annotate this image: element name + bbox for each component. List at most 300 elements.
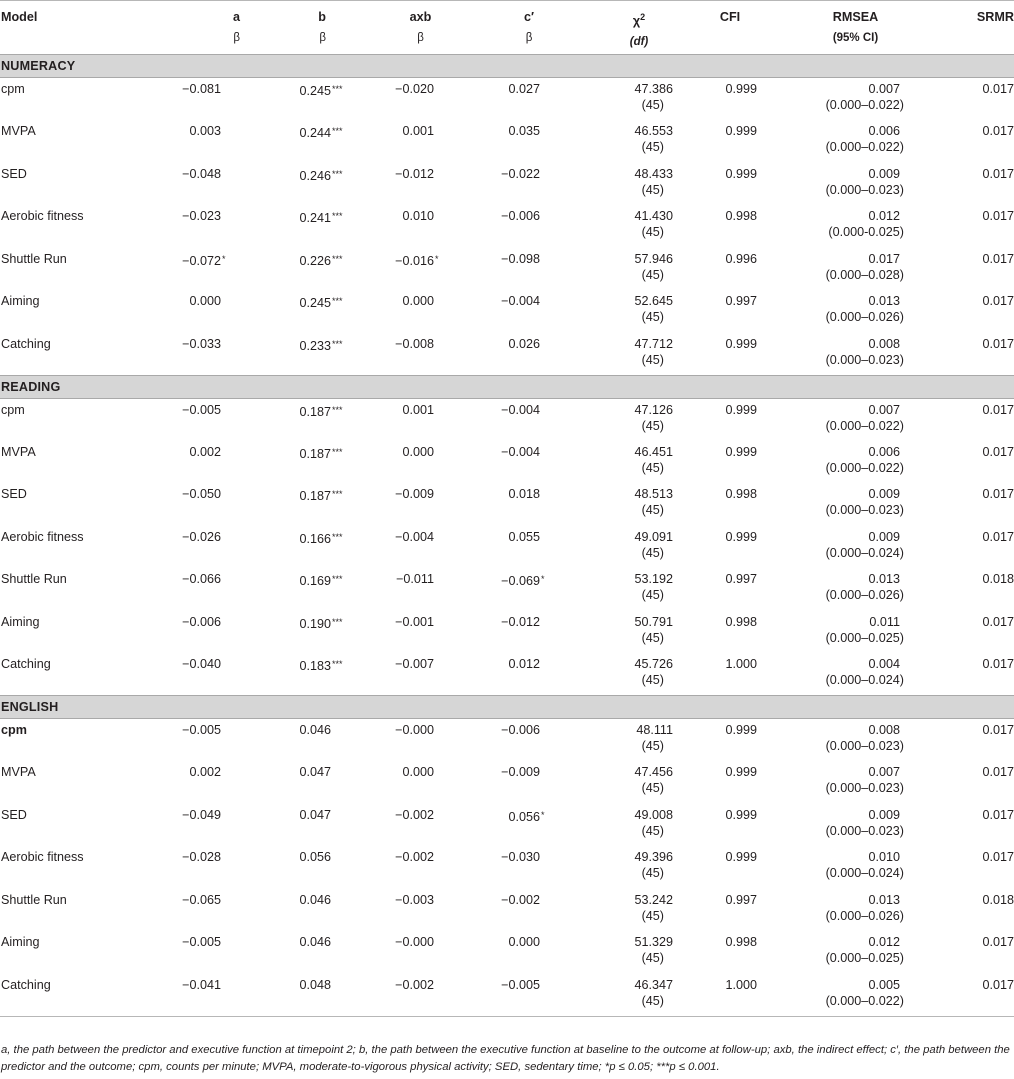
model-cell: Catching: [1, 977, 51, 992]
header-b-beta: β: [319, 32, 326, 44]
model-cell: Catching: [1, 657, 51, 671]
axb-value: 0.010: [402, 209, 434, 223]
table-row: [0, 398, 1014, 441]
b-cell: [248, 398, 358, 441]
df-value: (45): [641, 545, 664, 560]
srmr-cell: 0.017: [982, 251, 1014, 266]
chi-square-cell: [569, 568, 681, 611]
df-value: (45): [641, 993, 664, 1008]
a-cell: [138, 120, 248, 163]
a-cell: [138, 163, 248, 206]
model-cell: cpm: [1, 402, 25, 417]
chi-square-cell: [569, 611, 681, 654]
a-cell: [138, 761, 248, 804]
rmsea-value: 0.005: [868, 977, 900, 992]
c-cell: [461, 333, 569, 376]
cfi-cell: 0.999: [725, 166, 757, 181]
rmsea-ci-value: (0.000–0.023): [825, 182, 904, 197]
rmsea-cell: [761, 611, 914, 654]
b-cell: [248, 333, 358, 376]
srmr-cell: 0.017: [982, 765, 1014, 779]
b-cell: [248, 163, 358, 206]
table-row: [0, 568, 1014, 611]
b-significance: ***: [332, 84, 343, 94]
c-significance: *: [541, 574, 545, 584]
b-value: 0.046: [299, 935, 331, 949]
c-cell: [461, 846, 569, 889]
c-cell: [461, 653, 569, 696]
c-value: −0.030: [501, 850, 540, 864]
cfi-cell: 0.999: [725, 850, 757, 864]
chi-square-cell: [569, 804, 681, 847]
b-value: 0.048: [299, 977, 331, 992]
df-value: (45): [641, 352, 664, 367]
rmsea-value: 0.009: [868, 529, 900, 544]
header-chi-superscript: 2: [640, 12, 646, 22]
chi-square-cell: [569, 163, 681, 206]
axb-value: −0.011: [396, 572, 434, 586]
rmsea-ci-value: (0.000-0.025): [828, 225, 904, 239]
model-cell: cpm: [1, 723, 27, 737]
axb-value: 0.001: [402, 402, 434, 417]
rmsea-ci-value: (0.000–0.022): [825, 460, 904, 475]
axb-cell: [358, 889, 461, 932]
model-cell: SED: [1, 807, 27, 822]
b-significance: ***: [332, 616, 343, 627]
model-cell: Shuttle Run: [1, 251, 67, 266]
b-value: 0.046: [299, 723, 331, 737]
table-row: [0, 804, 1014, 847]
model-cell: SED: [1, 487, 27, 501]
a-value: −0.065: [182, 892, 221, 907]
axb-cell: [358, 611, 461, 654]
rmsea-ci-value: (0.000–0.022): [825, 418, 904, 433]
table-row: [0, 120, 1014, 163]
cfi-cell: 0.999: [725, 82, 757, 96]
b-significance: ***: [332, 489, 343, 499]
rmsea-value: 0.013: [868, 294, 900, 308]
srmr-cell: 0.017: [982, 723, 1014, 737]
df-value: (45): [641, 98, 664, 112]
a-cell: [138, 653, 248, 696]
axb-value: −0.016: [395, 253, 434, 268]
c-cell: [461, 248, 569, 291]
chi-square-cell: [569, 205, 681, 248]
srmr-cell: 0.017: [982, 294, 1014, 308]
table-row: [0, 526, 1014, 569]
srmr-cell: 0.017: [982, 614, 1014, 629]
section-header-reading: [0, 375, 1014, 398]
b-value: 0.187: [299, 446, 331, 461]
cfi-cell: 0.999: [725, 402, 757, 417]
table-row: [0, 441, 1014, 484]
model-cell: Aiming: [1, 935, 40, 949]
header-a-beta: β: [233, 32, 240, 44]
cfi-cell: 0.999: [725, 336, 757, 351]
rmsea-cell: [761, 653, 914, 696]
b-significance: ***: [332, 446, 343, 457]
a-value: 0.002: [189, 765, 221, 779]
axb-cell: [358, 78, 461, 121]
header-srmr: [914, 1, 1014, 55]
b-significance: ***: [332, 168, 343, 179]
header-c-prime-beta: β: [525, 32, 533, 44]
b-cell: [248, 761, 358, 804]
b-significance: ***: [332, 296, 343, 306]
srmr-cell: 0.017: [982, 977, 1014, 992]
cfi-cell: 0.999: [725, 765, 757, 779]
table-row: [0, 719, 1014, 762]
c-value: −0.006: [501, 209, 540, 223]
chi-square-cell: [569, 483, 681, 526]
rmsea-value: 0.004: [868, 657, 900, 671]
rmsea-value: 0.007: [868, 82, 900, 96]
rmsea-ci-value: (0.000–0.022): [825, 993, 904, 1008]
axb-cell: [358, 163, 461, 206]
axb-cell: [358, 398, 461, 441]
header-c-prime-label: c′: [523, 10, 535, 24]
chi-square-value: 51.329: [634, 935, 673, 949]
model-cell: MVPA: [1, 444, 36, 459]
rmsea-cell: [761, 483, 914, 526]
cfi-cell: 1.000: [725, 657, 757, 671]
section-header-english: [0, 696, 1014, 719]
chi-square-cell: [569, 974, 681, 1017]
axb-cell: [358, 120, 461, 163]
srmr-cell: 0.017: [982, 657, 1014, 671]
a-value: −0.081: [182, 82, 221, 96]
chi-square-value: 48.513: [634, 487, 673, 501]
c-significance: *: [541, 809, 545, 820]
srmr-cell: 0.017: [982, 82, 1014, 96]
df-value: (45): [641, 823, 664, 838]
axb-value: −0.004: [395, 529, 434, 544]
chi-square-cell: [569, 120, 681, 163]
srmr-cell: 0.017: [982, 124, 1014, 138]
header-cfi-label: CFI: [719, 10, 741, 24]
chi-square-value: 48.111: [636, 723, 673, 737]
chi-square-cell: [569, 333, 681, 376]
axb-value: −0.000: [395, 723, 434, 737]
c-value: −0.069: [501, 574, 540, 588]
b-value: 0.183: [299, 659, 331, 673]
c-value: 0.055: [508, 529, 540, 544]
a-cell: [138, 333, 248, 376]
a-significance: *: [222, 253, 226, 264]
cfi-cell: 0.997: [725, 572, 757, 586]
srmr-cell: 0.017: [982, 807, 1014, 822]
model-cell: Aiming: [1, 294, 40, 308]
axb-cell: [358, 761, 461, 804]
df-value: (45): [641, 951, 664, 965]
a-cell: [138, 804, 248, 847]
chi-square-value: 48.433: [634, 166, 673, 181]
c-value: 0.035: [508, 124, 540, 138]
cfi-cell: 0.998: [725, 209, 757, 223]
chi-square-value: 47.456: [634, 765, 673, 779]
header-srmr-label: SRMR: [976, 10, 1014, 24]
b-value: 0.047: [299, 765, 331, 779]
chi-square-cell: [569, 889, 681, 932]
rmsea-cell: [761, 290, 914, 333]
table-row: [0, 846, 1014, 889]
rmsea-cell: [761, 398, 914, 441]
header-axb: [358, 1, 461, 55]
table-row: [0, 205, 1014, 248]
table-body: [0, 55, 1014, 1017]
a-cell: [138, 611, 248, 654]
table-row: [0, 290, 1014, 333]
c-cell: [461, 78, 569, 121]
table-row: [0, 931, 1014, 974]
header-a-label: a: [232, 10, 240, 24]
chi-square-cell: [569, 248, 681, 291]
header-cfi: [681, 1, 761, 55]
rmsea-cell: [761, 889, 914, 932]
rmsea-value: 0.006: [868, 124, 900, 138]
c-cell: [461, 761, 569, 804]
srmr-cell: 0.017: [982, 529, 1014, 544]
b-value: 0.056: [299, 850, 331, 864]
c-cell: [461, 205, 569, 248]
df-value: (45): [641, 673, 664, 687]
axb-value: −0.003: [395, 892, 434, 907]
section-title: ENGLISH: [0, 696, 1014, 719]
chi-square-cell: [569, 526, 681, 569]
a-value: −0.066: [182, 572, 221, 586]
table-row: [0, 248, 1014, 291]
rmsea-ci-value: (0.000–0.024): [825, 866, 904, 880]
c-cell: [461, 931, 569, 974]
c-cell: [461, 611, 569, 654]
rmsea-cell: [761, 846, 914, 889]
cfi-cell: 0.999: [725, 723, 757, 737]
rmsea-cell: [761, 526, 914, 569]
model-cell: Aerobic fitness: [1, 850, 84, 864]
c-cell: [461, 568, 569, 611]
b-cell: [248, 290, 358, 333]
a-cell: [138, 931, 248, 974]
chi-square-value: 49.008: [634, 807, 673, 822]
model-cell: cpm: [1, 82, 25, 96]
df-value: (45): [641, 739, 664, 753]
rmsea-ci-value: (0.000–0.023): [825, 823, 904, 838]
header-chi-square: [569, 1, 681, 55]
b-cell: [248, 611, 358, 654]
header-rmsea: [761, 1, 914, 55]
axb-value: 0.000: [402, 765, 434, 779]
axb-value: −0.000: [395, 935, 434, 949]
b-value: 0.187: [299, 489, 331, 503]
df-value: (45): [641, 418, 664, 433]
a-value: −0.040: [182, 657, 221, 671]
model-cell: Aerobic fitness: [1, 209, 84, 223]
c-value: −0.006: [501, 723, 540, 737]
c-value: −0.002: [501, 892, 540, 907]
b-cell: [248, 78, 358, 121]
axb-cell: [358, 248, 461, 291]
rmsea-cell: [761, 78, 914, 121]
cfi-cell: 0.999: [725, 807, 757, 822]
table-header: [0, 1, 1014, 55]
rmsea-value: 0.008: [868, 723, 900, 737]
model-cell: Shuttle Run: [1, 572, 67, 586]
c-cell: [461, 120, 569, 163]
b-significance: ***: [332, 338, 343, 349]
table-row: [0, 333, 1014, 376]
c-cell: [461, 974, 569, 1017]
a-cell: [138, 889, 248, 932]
chi-square-value: 46.451: [634, 444, 673, 459]
b-significance: ***: [332, 531, 343, 542]
c-cell: [461, 804, 569, 847]
axb-value: −0.001: [395, 614, 434, 629]
axb-value: 0.001: [402, 124, 434, 138]
b-cell: [248, 846, 358, 889]
a-cell: [138, 846, 248, 889]
header-rmsea-ci: (95% CI): [832, 32, 879, 44]
b-value: 0.246: [299, 168, 331, 183]
c-value: 0.027: [508, 82, 540, 96]
b-cell: [248, 889, 358, 932]
a-value: −0.026: [182, 529, 221, 544]
rmsea-value: 0.013: [868, 892, 900, 907]
axb-value: −0.002: [395, 807, 434, 822]
chi-square-value: 49.396: [634, 850, 673, 864]
rmsea-cell: [761, 120, 914, 163]
b-value: 0.226: [299, 253, 331, 268]
rmsea-cell: [761, 205, 914, 248]
c-value: 0.018: [508, 487, 540, 501]
b-cell: [248, 719, 358, 762]
c-cell: [461, 163, 569, 206]
chi-square-cell: [569, 719, 681, 762]
rmsea-cell: [761, 163, 914, 206]
b-value: 0.233: [299, 338, 331, 353]
c-value: −0.009: [501, 765, 540, 779]
header-rmsea-label: RMSEA: [832, 10, 879, 24]
chi-square-value: 53.242: [634, 892, 673, 907]
cfi-cell: 0.998: [725, 935, 757, 949]
cfi-cell: 0.999: [725, 124, 757, 138]
b-value: 0.169: [299, 574, 331, 588]
a-cell: [138, 248, 248, 291]
axb-cell: [358, 205, 461, 248]
chi-square-value: 50.791: [634, 614, 673, 629]
c-value: −0.004: [501, 294, 540, 308]
rmsea-ci-value: (0.000–0.023): [825, 352, 904, 367]
a-value: −0.072: [182, 253, 221, 268]
chi-square-value: 46.347: [634, 977, 673, 992]
model-cell: MVPA: [1, 124, 36, 138]
rmsea-value: 0.009: [868, 487, 900, 501]
df-value: (45): [641, 310, 664, 324]
df-value: (45): [641, 460, 664, 475]
b-cell: [248, 205, 358, 248]
rmsea-cell: [761, 568, 914, 611]
a-cell: [138, 483, 248, 526]
cfi-cell: 0.997: [725, 294, 757, 308]
a-value: −0.005: [182, 402, 221, 417]
b-value: 0.245: [299, 296, 331, 310]
c-value: −0.005: [501, 977, 540, 992]
a-value: −0.048: [182, 166, 221, 181]
rmsea-value: 0.013: [868, 572, 900, 586]
axb-value: 0.000: [402, 444, 434, 459]
chi-square-cell: [569, 761, 681, 804]
c-cell: [461, 398, 569, 441]
cfi-cell: 0.996: [725, 251, 757, 266]
rmsea-cell: [761, 974, 914, 1017]
header-axb-label: axb: [409, 10, 432, 24]
c-value: −0.022: [501, 166, 540, 181]
rmsea-ci-value: (0.000–0.024): [825, 545, 904, 560]
a-value: −0.006: [182, 614, 221, 629]
rmsea-cell: [761, 761, 914, 804]
table-row: [0, 163, 1014, 206]
table-row: [0, 653, 1014, 696]
chi-square-cell: [569, 398, 681, 441]
header-b-label: b: [318, 10, 326, 24]
chi-square-cell: [569, 931, 681, 974]
a-value: −0.023: [182, 209, 221, 223]
a-value: −0.050: [182, 487, 221, 501]
chi-square-value: 47.126: [634, 402, 673, 417]
model-cell: MVPA: [1, 765, 36, 779]
axb-value: −0.008: [395, 336, 434, 351]
srmr-cell: 0.017: [982, 402, 1014, 417]
chi-square-cell: [569, 78, 681, 121]
b-cell: [248, 974, 358, 1017]
axb-cell: [358, 568, 461, 611]
df-value: (45): [641, 908, 664, 923]
a-value: −0.005: [182, 723, 221, 737]
rmsea-value: 0.007: [868, 765, 900, 779]
chi-square-value: 46.553: [634, 124, 673, 138]
a-cell: [138, 974, 248, 1017]
b-value: 0.187: [299, 404, 331, 419]
table-row: [0, 483, 1014, 526]
b-cell: [248, 804, 358, 847]
b-significance: ***: [332, 574, 343, 584]
axb-cell: [358, 974, 461, 1017]
axb-significance: *: [435, 253, 439, 264]
b-cell: [248, 120, 358, 163]
chi-square-value: 52.645: [634, 294, 673, 308]
a-cell: [138, 398, 248, 441]
df-value: (45): [641, 630, 664, 645]
b-value: 0.166: [299, 531, 331, 546]
rmsea-cell: [761, 248, 914, 291]
chi-square-value: 47.712: [634, 336, 673, 351]
chi-square-value: 45.726: [634, 657, 673, 671]
header-model-label: Model: [1, 10, 38, 24]
c-cell: [461, 483, 569, 526]
b-significance: ***: [332, 126, 343, 136]
a-cell: [138, 568, 248, 611]
df-value: (45): [641, 588, 664, 602]
rmsea-ci-value: (0.000–0.025): [825, 951, 904, 965]
model-cell: Aiming: [1, 614, 40, 629]
axb-cell: [358, 441, 461, 484]
b-value: 0.047: [299, 807, 331, 822]
table-row: [0, 761, 1014, 804]
a-value: −0.041: [182, 977, 221, 992]
srmr-cell: 0.017: [982, 209, 1014, 223]
rmsea-cell: [761, 931, 914, 974]
b-cell: [248, 441, 358, 484]
axb-cell: [358, 804, 461, 847]
